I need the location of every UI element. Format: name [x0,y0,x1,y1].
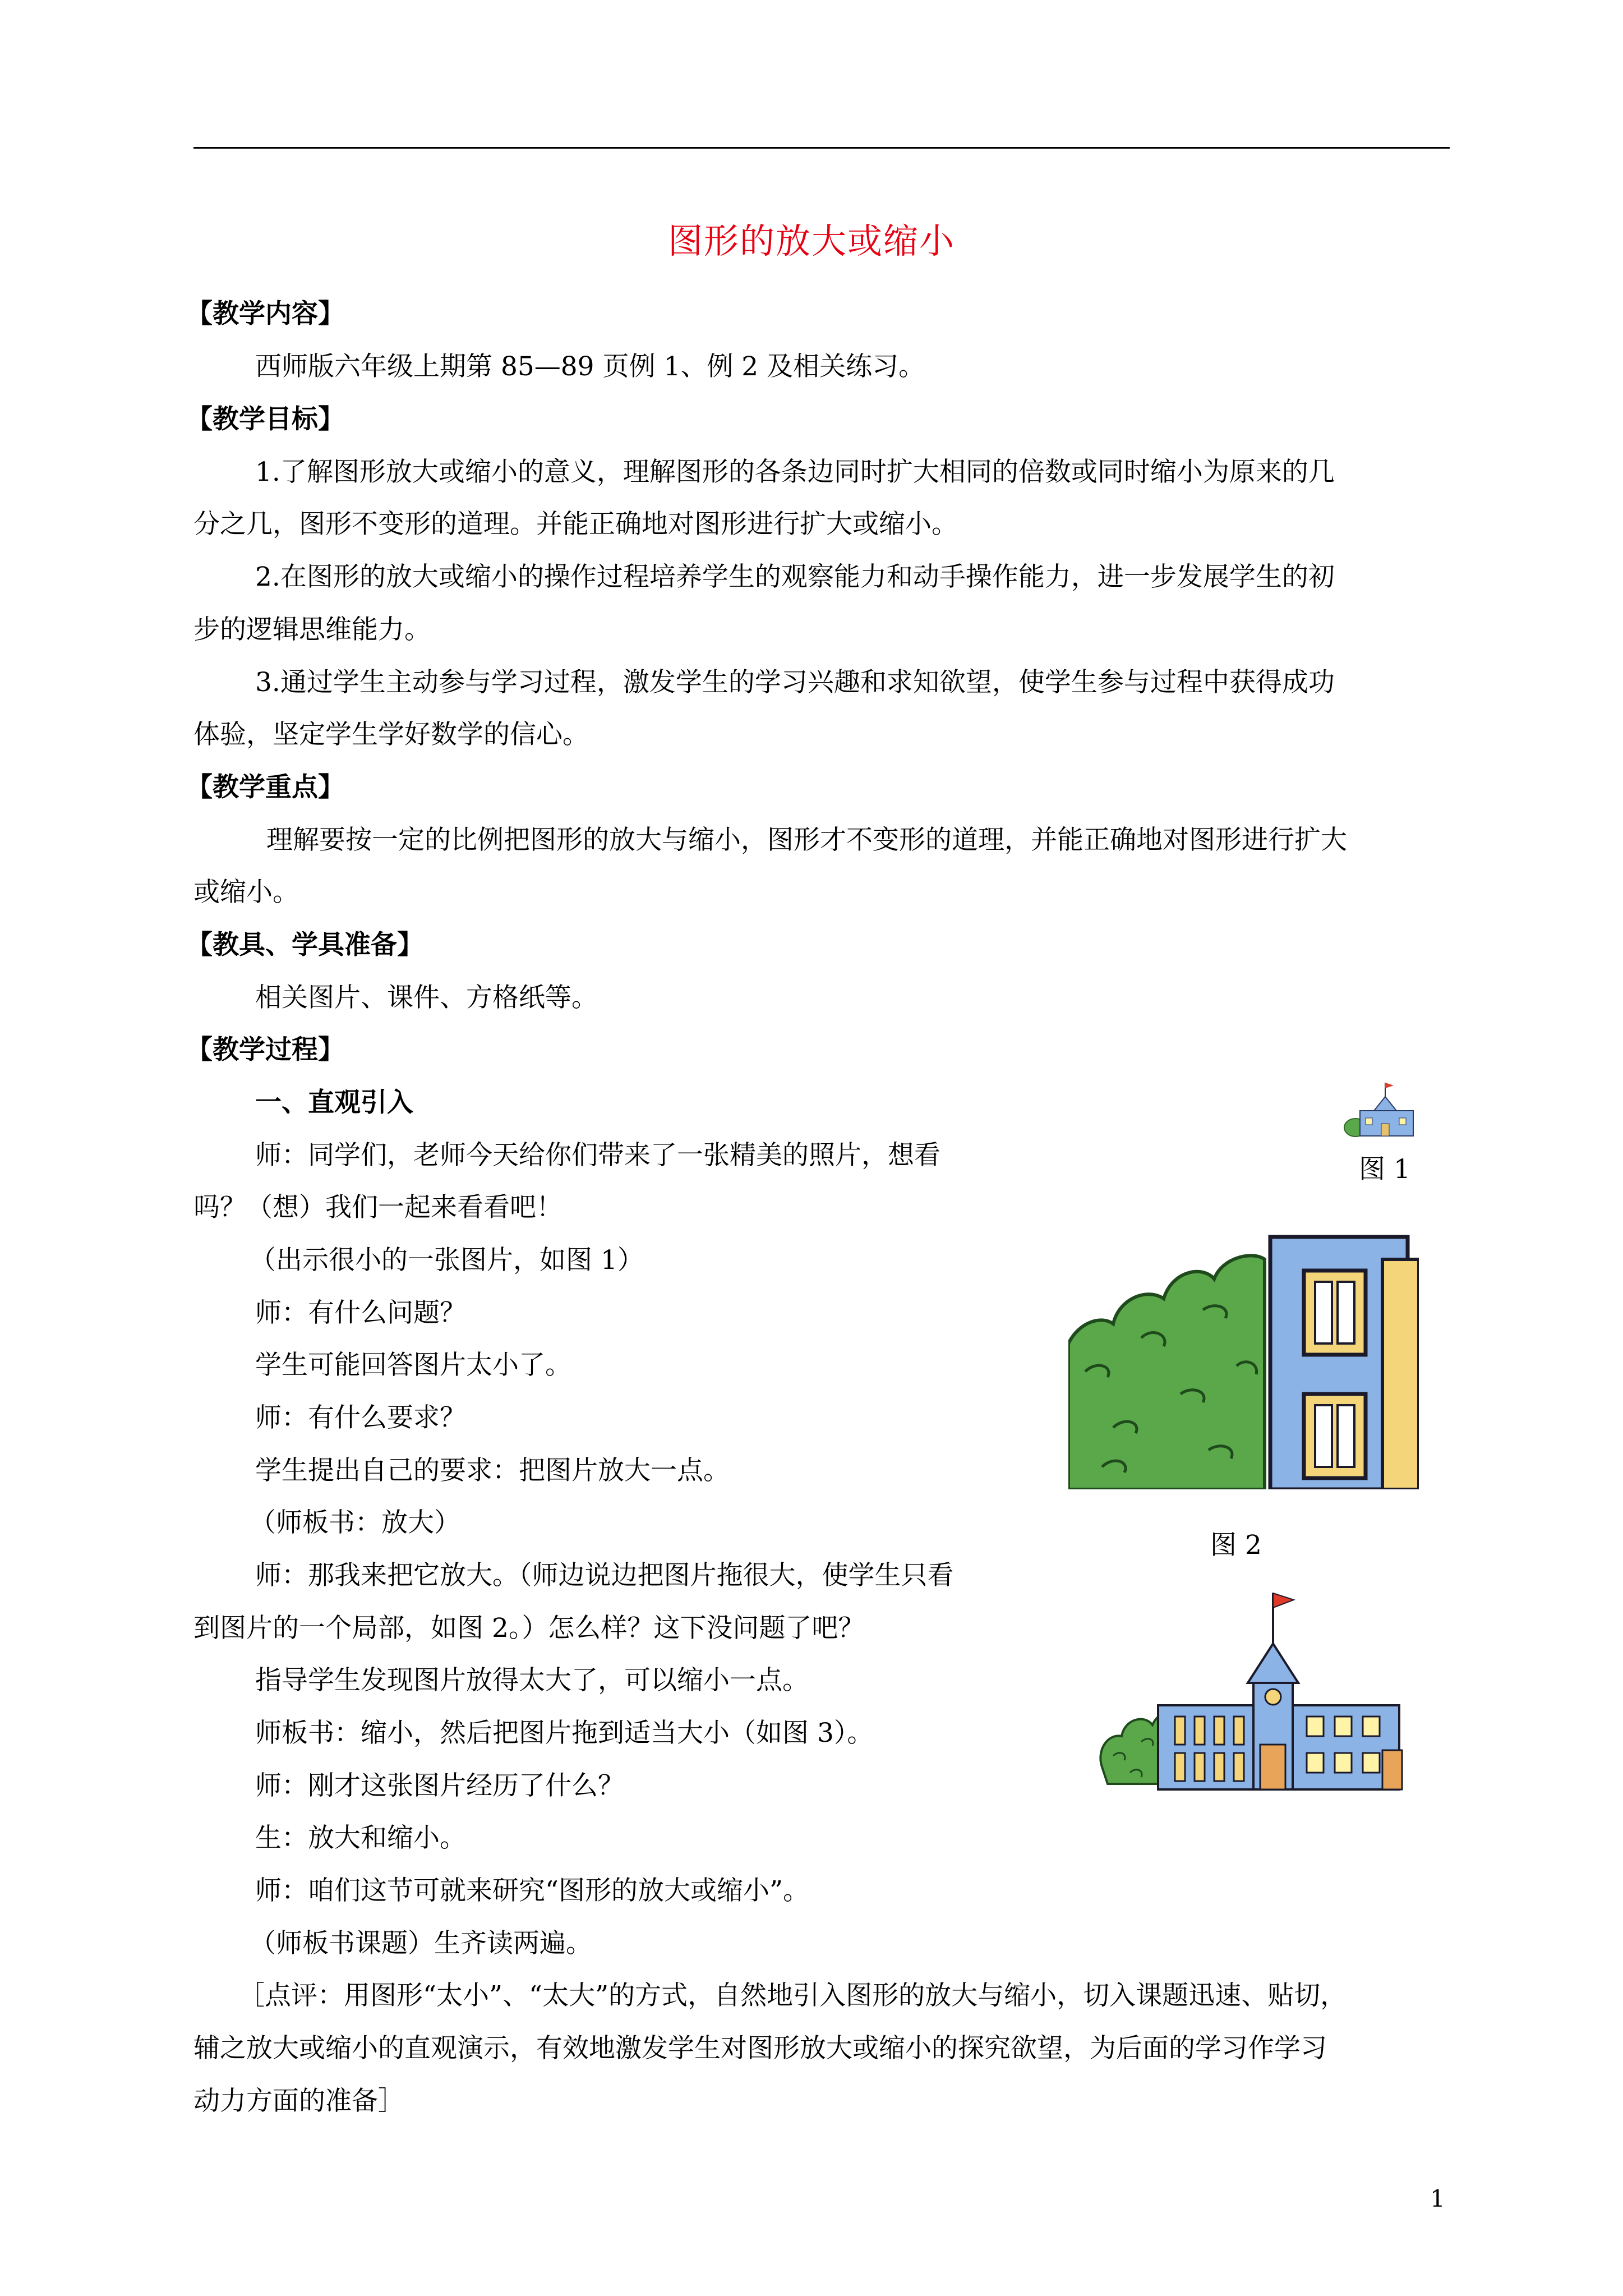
figure-2-caption: 图 2 [1210,1530,1262,1561]
dialogue-line: （师板书：放大） [250,1507,460,1538]
section-heading-content: 【教学内容】 [186,298,344,329]
section-heading-tools: 【教具、学具准备】 [186,930,423,960]
header-rule [193,147,1450,149]
goal-2-line-2: 步的逻辑思维能力。 [193,614,431,645]
dialogue-line: 生：放大和缩小。 [255,1823,466,1853]
page-title: 图形的放大或缩小 [667,220,955,261]
dialogue-line: 师：同学们，老师今天给你们带来了一张精美的照片，想看 [255,1140,940,1171]
figure-3-school-image [1096,1582,1410,1806]
goal-2-line-1: 2.在图形的放大或缩小的操作过程培养学生的观察能力和动手操作能力，进一步发展学生的初 [255,562,1335,592]
section-heading-key-points: 【教学重点】 [186,772,344,803]
goal-1-line-2: 分之几，图形不变形的道理。并能正确地对图形进行扩大或缩小。 [193,509,958,540]
part-1-heading: 一、直观引入 [255,1087,413,1118]
section-heading-process: 【教学过程】 [186,1034,344,1065]
section-heading-goals: 【教学目标】 [186,404,344,435]
dialogue-line: 指导学生发现图片放得太大了，可以缩小一点。 [255,1665,809,1696]
goal-3-line-2: 体验，坚定学生学好数学的信心。 [193,719,589,750]
dialogue-line: 学生可能回答图片太小了。 [255,1350,571,1381]
tools-text: 相关图片、课件、方格纸等。 [255,982,598,1013]
dialogue-line: （出示很小的一张图片，如图 1） [250,1245,644,1276]
comment-line: 辅之放大或缩小的直观演示，有效地激发学生对图形放大或缩小的探究欲望，为后面的学习作学习 [193,2033,1327,2064]
dialogue-line: 学生提出自己的要求：把图片放大一点。 [255,1455,730,1486]
dialogue-line: （师板书课题）生齐读两遍。 [250,1928,592,1959]
content-text: 西师版六年级上期第 85—89 页例 1、例 2 及相关练习。 [255,351,925,382]
comment-line: ［点评：用图形“太小”、“太大”的方式，自然地引入图形的放大与缩小，切入课题迅速、贴切， [238,1980,1347,2011]
page-number: 1 [1430,2185,1445,2212]
figure-2-enlarged-image [1068,1226,1419,1489]
comment-line: 动力方面的准备］ [193,2086,404,2116]
goal-1-line-1: 1.了解图形放大或缩小的意义，理解图形的各条边同时扩大相同的倍数或同时缩小为原来的几 [255,457,1335,487]
dialogue-line: 到图片的一个局部，如图 2。）怎么样？这下没问题了吧？ [193,1613,865,1644]
dialogue-line: 师：有什么问题？ [255,1297,466,1328]
figure-1-caption: 图 1 [1359,1154,1410,1185]
dialogue-line: 吗？（想）我们一起来看看吧！ [193,1192,562,1223]
key-points-line-2: 或缩小。 [193,877,299,908]
dialogue-line: 师：那我来把它放大。（师边说边把图片拖很大，使学生只看 [255,1560,954,1591]
dialogue-line: 师：刚才这张图片经历了什么？ [255,1770,624,1801]
dialogue-line: 师板书：缩小，然后把图片拖到适当大小（如图 3）。 [255,1718,874,1749]
goal-3-line-1: 3.通过学生主动参与学习过程，激发学生的学习兴趣和求知欲望，使学生参与过程中获得成功 [255,667,1335,698]
key-points-line-1: 理解要按一定的比例把图形的放大与缩小，图形才不变形的道理，并能正确地对图形进行扩大 [266,825,1347,855]
dialogue-line: 师：咱们这节可就来研究“图形的放大或缩小”。 [255,1875,810,1906]
dialogue-line: 师：有什么要求？ [255,1402,466,1433]
figure-1-small-school-image [1343,1080,1419,1142]
